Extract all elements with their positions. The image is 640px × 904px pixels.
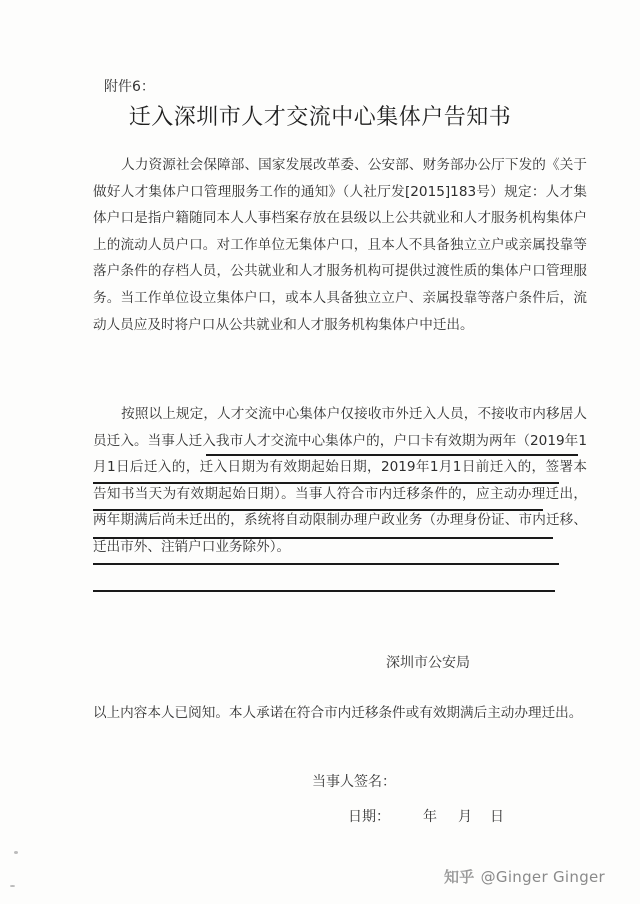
date-day-label: 日 <box>490 809 504 825</box>
date-month-label: 月 <box>458 809 472 825</box>
underline-2 <box>93 482 559 484</box>
underline-4 <box>93 537 553 539</box>
acknowledgement-text: 以上内容本人已阅知。本人承诺在符合市内迁移条件或有效期满后主动办理迁出。 <box>93 705 583 721</box>
underline-5 <box>93 563 559 565</box>
paragraph-regulation <box>93 152 587 338</box>
attachment-label: 附件6： <box>104 79 155 95</box>
underline-6 <box>93 590 555 592</box>
underline-3 <box>93 509 543 511</box>
date-label: 日期： <box>348 809 390 825</box>
scan-speck <box>10 885 15 887</box>
paragraph-regulation-text: 人力资源社会保障部、国家发展改革委、公安部、财务部办公厅下发的《关于做好人才集体户口管理服务工作的通知》（人社厅发[2015]183号）规定：人才集体户口是指户籍随同本人人事档案存放在县级以上公共就业和人才服务机构集体户上的流动人员户口。对工作单位无集体户口，且本人不具备独立立户或亲属投靠等落户条件的存档人员，公共就业和人才服务机构可提供过渡性质的集体户口管理服务。当工作单位设立集体户口，或本人具备独立立户、亲属投靠等落户条件后，流动人员应及时将户口从公共就业和人才服务机构集体户中迁出。 <box>93 157 587 333</box>
zhihu-logo: 知乎 <box>444 868 475 886</box>
acknowledgement <box>93 700 587 727</box>
watermark-handle: @Ginger Ginger <box>480 867 606 886</box>
paragraph-rules-text: 按照以上规定，人才交流中心集体户仅接收市外迁入人员，不接收市内移居人员迁入。当事人迁入我市人才交流中心集体户的，户口卡有效期为两年（2019年1月1日后迁入的，迁入日期为有效期起始日期，2019年1月1日前迁入的，签署本告知书当天为有效期起始日期）。当事人符合市内迁移条件的，应主动办理迁出，两年期满后尚未迁出的，系统将自动限制办理户政业务（办理身份证、市内迁移、迁出市外、注销户口业务除外）。 <box>93 406 587 555</box>
issuer-name: 深圳市公安局 <box>386 655 470 671</box>
date-year-label: 年 <box>423 809 437 825</box>
watermark <box>444 866 605 887</box>
scan-speck <box>14 851 18 854</box>
document-title: 迁入深圳市人才交流中心集体户告知书 <box>128 105 512 130</box>
underline-1 <box>206 454 578 456</box>
party-signature-label: 当事人签名： <box>312 774 396 790</box>
